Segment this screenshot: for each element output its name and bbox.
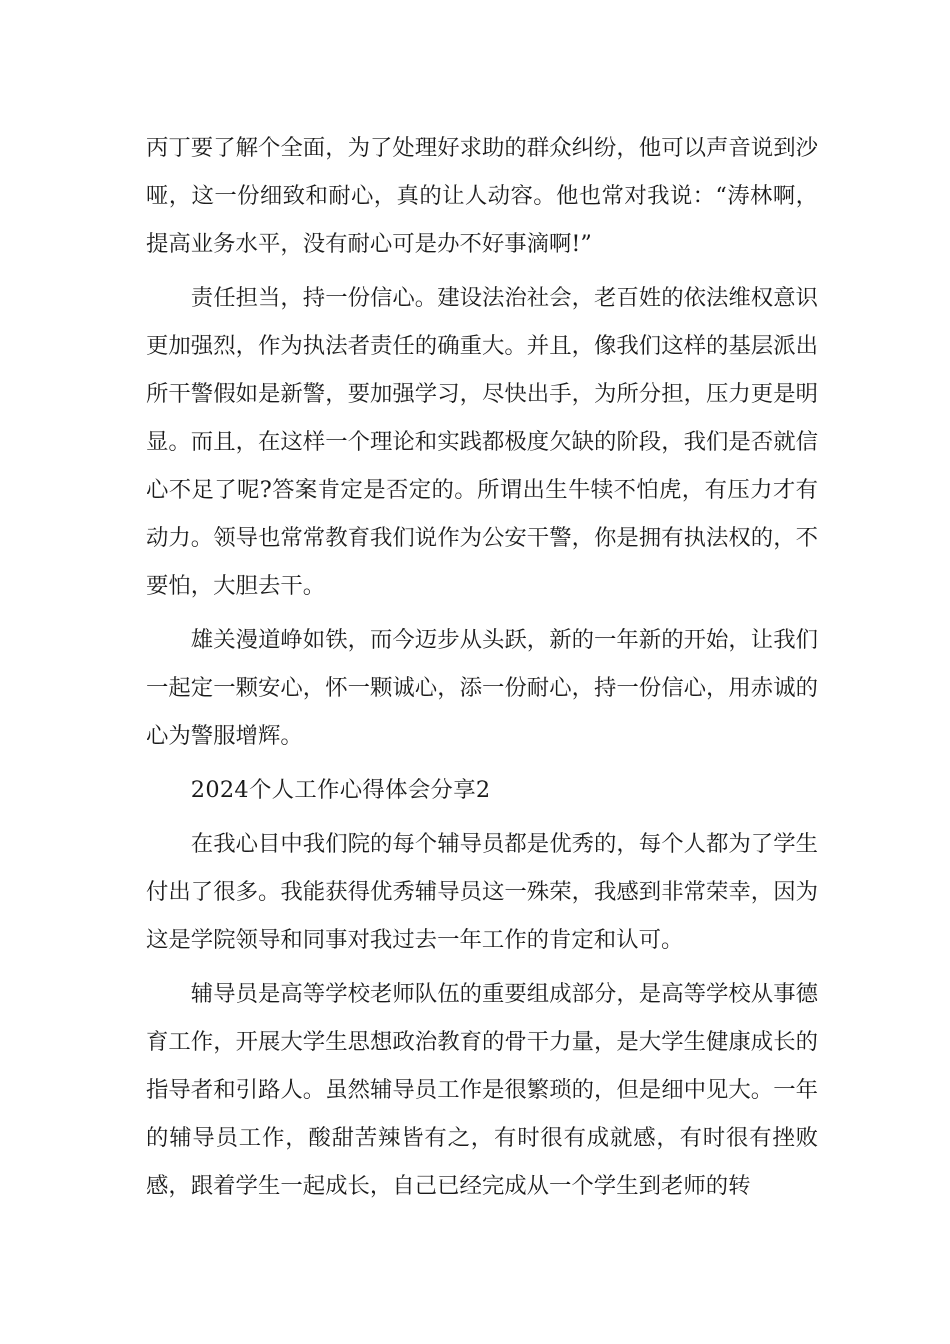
paragraph-4: 在我心目中我们院的每个辅导员都是优秀的，每个人都为了学生付出了很多。我能获得优秀辅导员这一殊荣，我感到非常荣幸，因为这是学院领导和同事对我过去一年工作的肯定和认可。 (146, 831, 818, 953)
paragraph-2: 责任担当，持一份信心。建设法治社会，老百姓的依法维权意识更加强烈，作为执法者责任的确重大。并且，像我们这样的基层派出所干警假如是新警，要加强学习，尽快出手，为所分担，压力更是明显。而且，在这样一个理论和实践都极度欠缺的阶段，我们是否就信心不足了呢?答案肯定是否定的。所谓出生牛犊不怕虎，有压力才有动力。领导也常常教育我们说作为公安干警，你是拥有执法权的，不要怕，大胆去干。 (146, 285, 818, 599)
paragraph-3: 雄关漫道峥如铁，而今迈步从头跃，新的一年新的开始，让我们一起定一颗安心，怀一颗诚心，添一份耐心，持一份信心，用赤诚的心为警服增辉。 (146, 627, 818, 749)
section-heading: 2024个人工作心得体会分享2 (190, 777, 491, 803)
paragraph-5: 辅导员是高等学校老师队伍的重要组成部分，是高等学校从事德育工作，开展大学生思想政治教育的骨干力量，是大学生健康成长的指导者和引路人。虽然辅导员工作是很繁琐的，但是细中见大。一年的辅导员工作，酸甜苦辣皆有之，有时很有成就感，有时很有挫败感，跟着学生一起成长，自己已经完成从一个学生到老师的转 (146, 981, 818, 1199)
paragraph-1: 丙丁要了解个全面，为了处理好求助的群众纠纷，他可以声音说到沙哑，这一份细致和耐心，真的让人动容。他也常对我说：“涛林啊，提高业务水平，没有耐心可是办不好事滴啊!” (146, 135, 818, 257)
document-page (146, 124, 818, 1216)
